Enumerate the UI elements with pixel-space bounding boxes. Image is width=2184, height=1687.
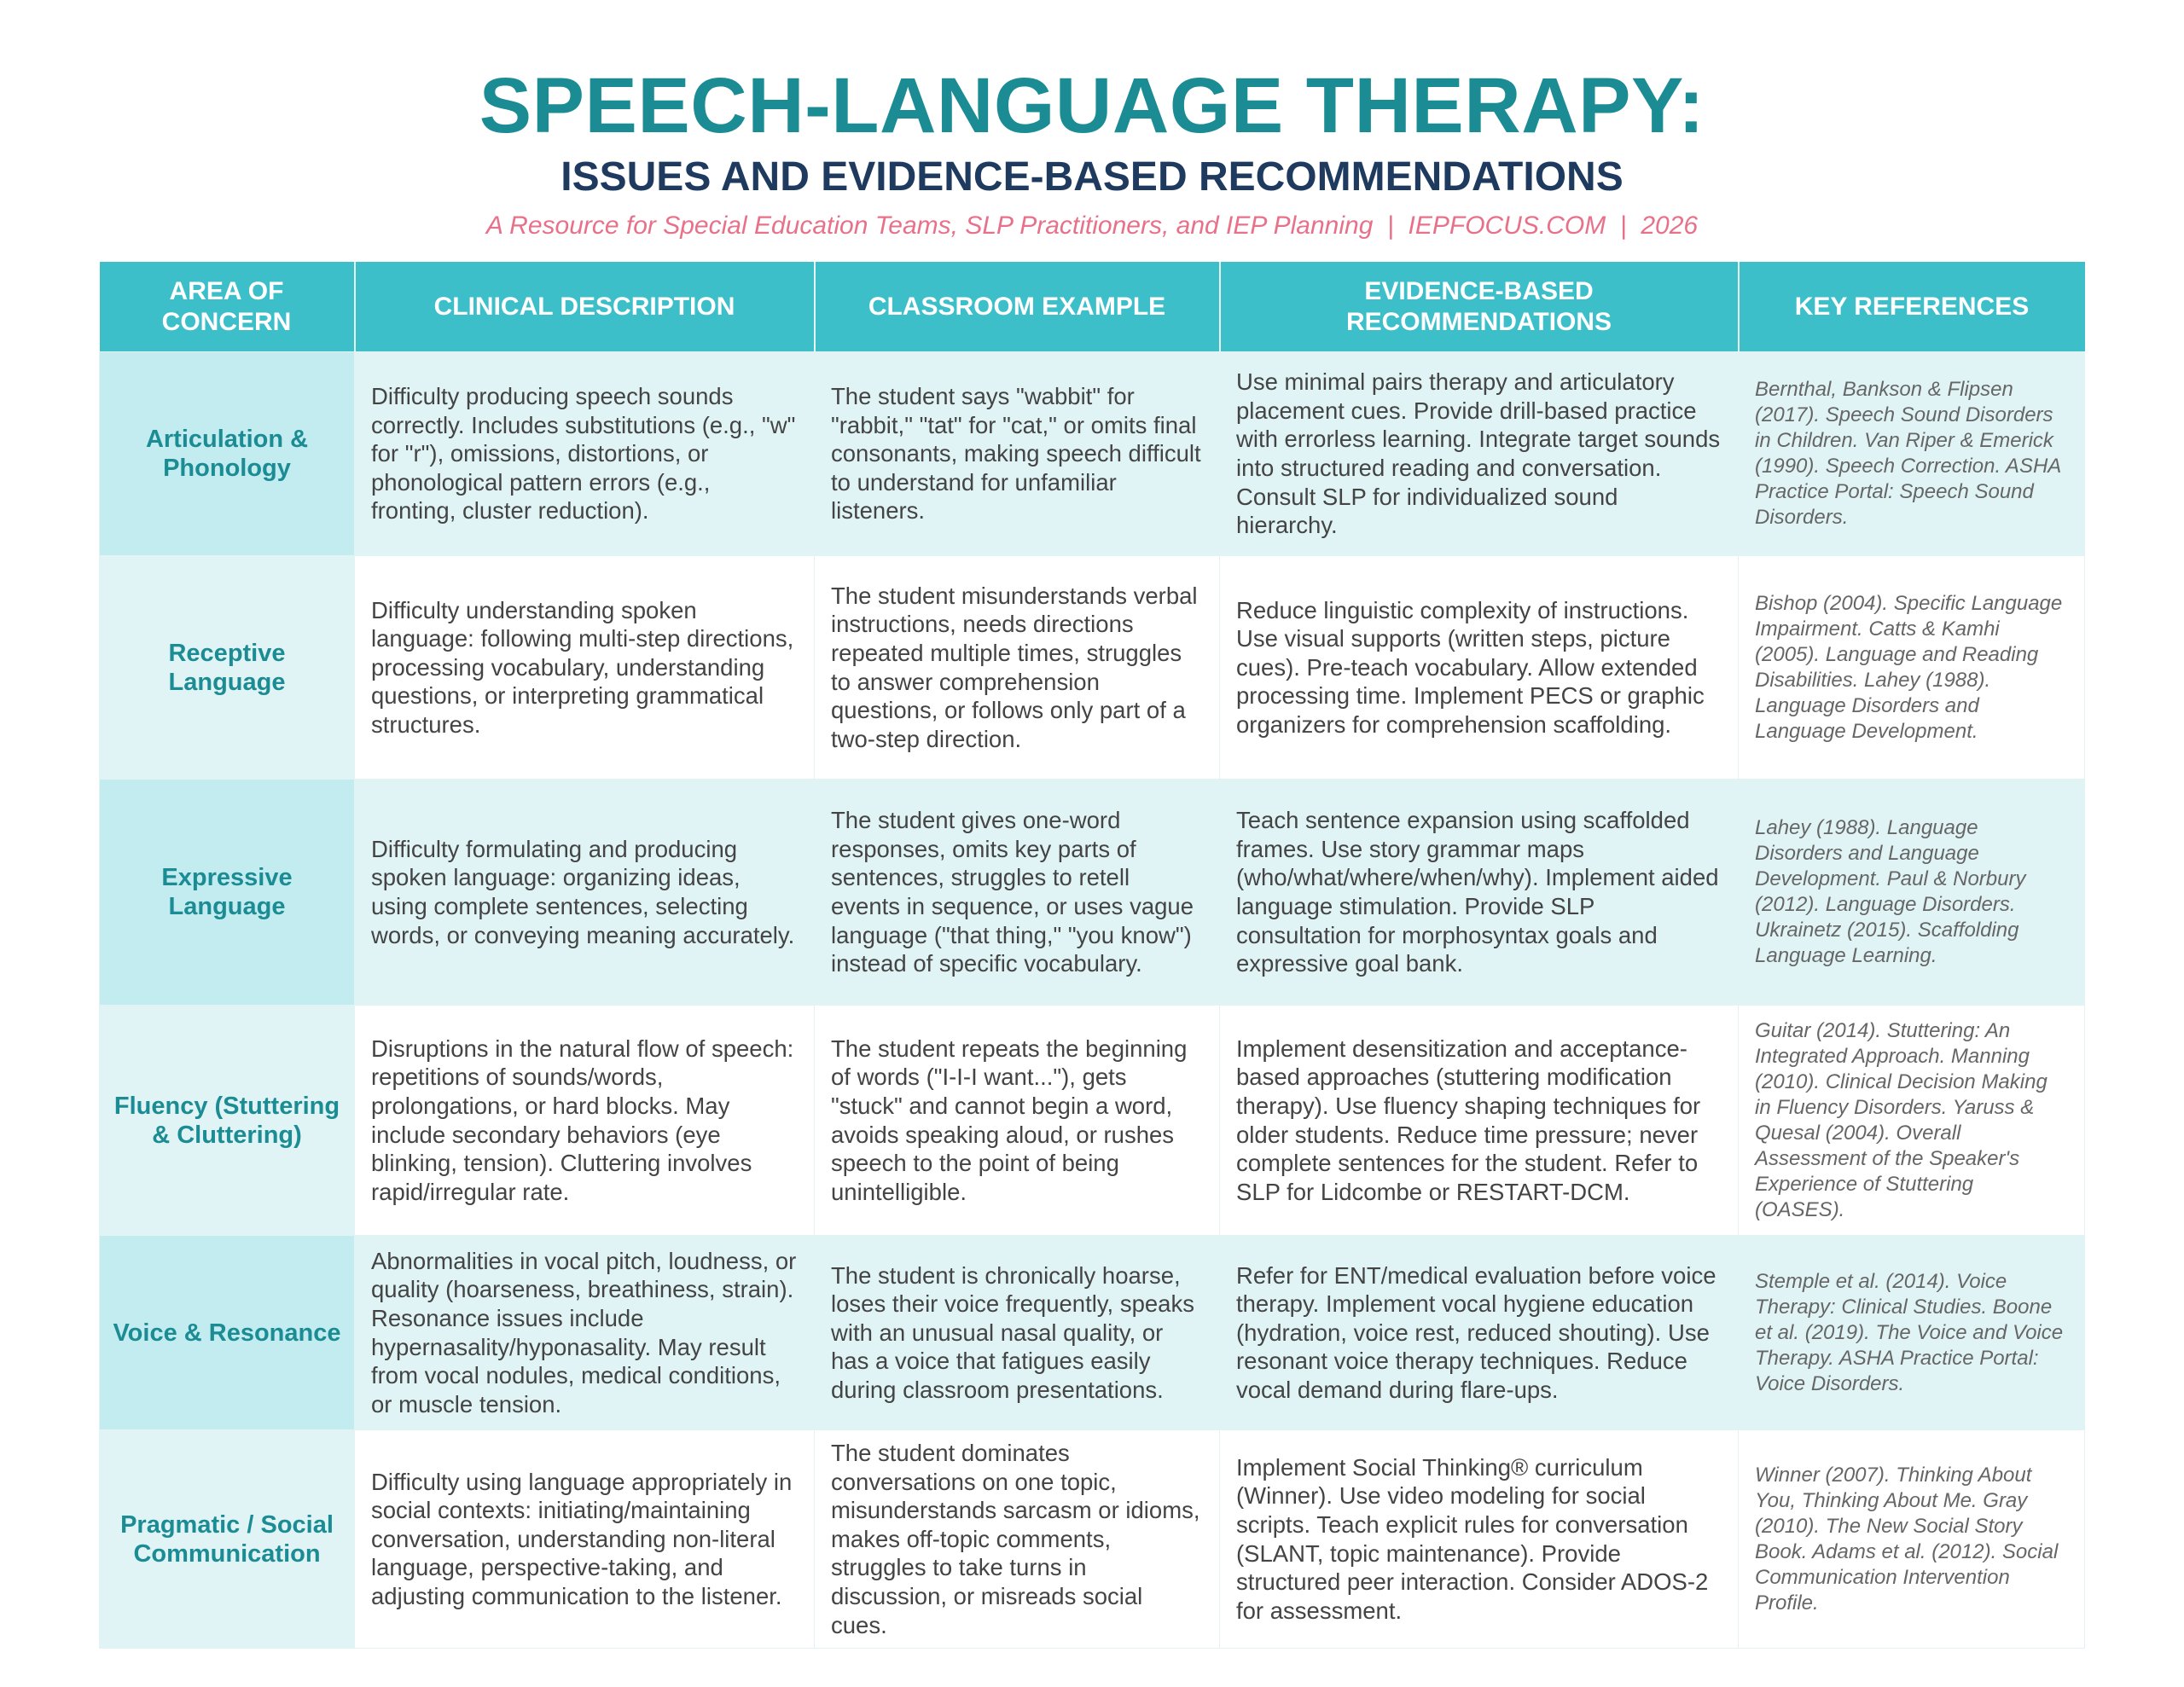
- recommendations-cell: Implement desensitization and acceptance-based approaches (stuttering modification therapy). Use fluency shaping techniques for older students. Reduce time pressure; never complete sentences for the student. Refer to SLP for Lidcombe or RESTART-DCM.: [1220, 1006, 1739, 1236]
- recommendations-cell: Teach sentence expansion using scaffolded frames. Use story grammar maps (who/what/where/when/why). Implement aided language stimulation. Provide SLP consultation for morphosyntax goals and expressive goal bank.: [1220, 780, 1739, 1006]
- column-header-area: AREA OF CONCERN: [100, 262, 355, 352]
- column-header-description: CLINICAL DESCRIPTION: [355, 262, 815, 352]
- description-cell: Difficulty understanding spoken language: following multi-step directions, processing vocabulary, understanding questions, or interpreting grammatical structures.: [355, 556, 815, 780]
- area-cell: Pragmatic / Social Communication: [100, 1430, 355, 1649]
- references-cell: Stemple et al. (2014). Voice Therapy: Clinical Studies. Boone et al. (2019). The Voice and Voice Therapy. ASHA Practice Portal: Voice Disorders.: [1739, 1236, 2085, 1430]
- table-row: [100, 1006, 2085, 1236]
- example-cell: The student says "wabbit" for "rabbit," "tat" for "cat," or omits final consonants, making speech difficult to understand for unfamiliar listeners.: [815, 352, 1220, 556]
- description-cell: Difficulty formulating and producing spoken language: organizing ideas, using complete sentences, selecting words, or conveying meaning accurately.: [355, 780, 815, 1006]
- page-tagline: A Resource for Special Education Teams, SLP Practitioners, and IEP Planning | IEPFOCUS.COM | 2026: [485, 212, 1699, 240]
- table-header-row: [100, 262, 2085, 352]
- references-cell: Lahey (1988). Language Disorders and Language Development. Paul & Norbury (2012). Language Disorders. Ukrainetz (2015). Scaffolding Language Learning.: [1739, 780, 2085, 1006]
- references-cell: Bishop (2004). Specific Language Impairment. Catts & Kamhi (2005). Language and Reading Disabilities. Lahey (1988). Language Disorders and Language Development.: [1739, 556, 2085, 780]
- description-cell: Disruptions in the natural flow of speech: repetitions of sounds/words, prolongations, or hard blocks. May include secondary behaviors (eye blinking, tension). Cluttering involves rapid/irregular rate.: [355, 1006, 815, 1236]
- description-cell: Abnormalities in vocal pitch, loudness, or quality (hoarseness, breathiness, strain). Resonance issues include hypernasality/hyponasality. May result from vocal nodules, medical conditions, or muscle tension.: [355, 1236, 815, 1430]
- area-cell: Articulation & Phonology: [100, 352, 355, 556]
- column-header-recommendations: EVIDENCE-BASED RECOMMENDATIONS: [1220, 262, 1739, 352]
- recommendations-cell: Use minimal pairs therapy and articulatory placement cues. Provide drill-based practice with errorless learning. Integrate target sounds into structured reading and conversation. Consult SLP for individualized sound hierarchy.: [1220, 352, 1739, 556]
- speech-therapy-table: [99, 262, 2085, 1649]
- table-row: [100, 556, 2085, 780]
- example-cell: The student repeats the beginning of words ("I-I-I want..."), gets "stuck" and cannot begin a word, avoids speaking aloud, or rushes speech to the point of being unintelligible.: [815, 1006, 1220, 1236]
- area-cell: Expressive Language: [100, 780, 355, 1006]
- column-header-example: CLASSROOM EXAMPLE: [815, 262, 1220, 352]
- table-row: [100, 352, 2085, 556]
- table-row: [100, 1236, 2085, 1430]
- column-header-references: KEY REFERENCES: [1739, 262, 2085, 352]
- table-row: [100, 780, 2085, 1006]
- area-cell: Receptive Language: [100, 556, 355, 780]
- example-cell: The student is chronically hoarse, loses their voice frequently, speaks with an unusual nasal quality, or has a voice that fatigues easily during classroom presentations.: [815, 1236, 1220, 1430]
- recommendations-cell: Refer for ENT/medical evaluation before voice therapy. Implement vocal hygiene education (hydration, voice rest, reduced shouting). Use resonant voice therapy techniques. Reduce vocal demand during flare-ups.: [1220, 1236, 1739, 1430]
- recommendations-cell: Implement Social Thinking® curriculum (Winner). Use video modeling for social scripts. Teach explicit rules for conversation (SLANT, topic maintenance). Provide structured peer interaction. Consider ADOS-2 for assessment.: [1220, 1430, 1739, 1649]
- recommendations-cell: Reduce linguistic complexity of instructions. Use visual supports (written steps, picture cues). Pre-teach vocabulary. Allow extended processing time. Implement PECS or graphic organizers for comprehension scaffolding.: [1220, 556, 1739, 780]
- references-cell: Guitar (2014). Stuttering: An Integrated Approach. Manning (2010). Clinical Decision Making in Fluency Disorders. Yaruss & Quesal (2004). Overall Assessment of the Speaker's Experience of Stuttering (OASES).: [1739, 1006, 2085, 1236]
- references-cell: Bernthal, Bankson & Flipsen (2017). Speech Sound Disorders in Children. Van Riper & Emerick (1990). Speech Correction. ASHA Practice Portal: Speech Sound Disorders.: [1739, 352, 2085, 556]
- example-cell: The student dominates conversations on one topic, misunderstands sarcasm or idioms, makes off-topic comments, struggles to take turns in discussion, or misreads social cues.: [815, 1430, 1220, 1649]
- page-title: SPEECH-LANGUAGE THERAPY:: [479, 62, 1705, 149]
- area-cell: Fluency (Stuttering & Cluttering): [100, 1006, 355, 1236]
- description-cell: Difficulty using language appropriately in social contexts: initiating/maintaining conversation, understanding non-literal language, perspective-taking, and adjusting communication to the listener.: [355, 1430, 815, 1649]
- example-cell: The student gives one-word responses, omits key parts of sentences, struggles to retell events in sequence, or uses vague language ("that thing," "you know") instead of specific vocabulary.: [815, 780, 1220, 1006]
- page-subtitle: ISSUES AND EVIDENCE-BASED RECOMMENDATIONS: [561, 154, 1623, 200]
- description-cell: Difficulty producing speech sounds correctly. Includes substitutions (e.g., "w" for "r"), omissions, distortions, or phonological pattern errors (e.g., fronting, cluster reduction).: [355, 352, 815, 556]
- table-row: [100, 1430, 2085, 1649]
- references-cell: Winner (2007). Thinking About You, Thinking About Me. Gray (2010). The New Social Story Book. Adams et al. (2012). Social Communication Intervention Profile.: [1739, 1430, 2085, 1649]
- example-cell: The student misunderstands verbal instructions, needs directions repeated multiple times, struggles to answer comprehension questions, or follows only part of a two-step direction.: [815, 556, 1220, 780]
- area-cell: Voice & Resonance: [100, 1236, 355, 1430]
